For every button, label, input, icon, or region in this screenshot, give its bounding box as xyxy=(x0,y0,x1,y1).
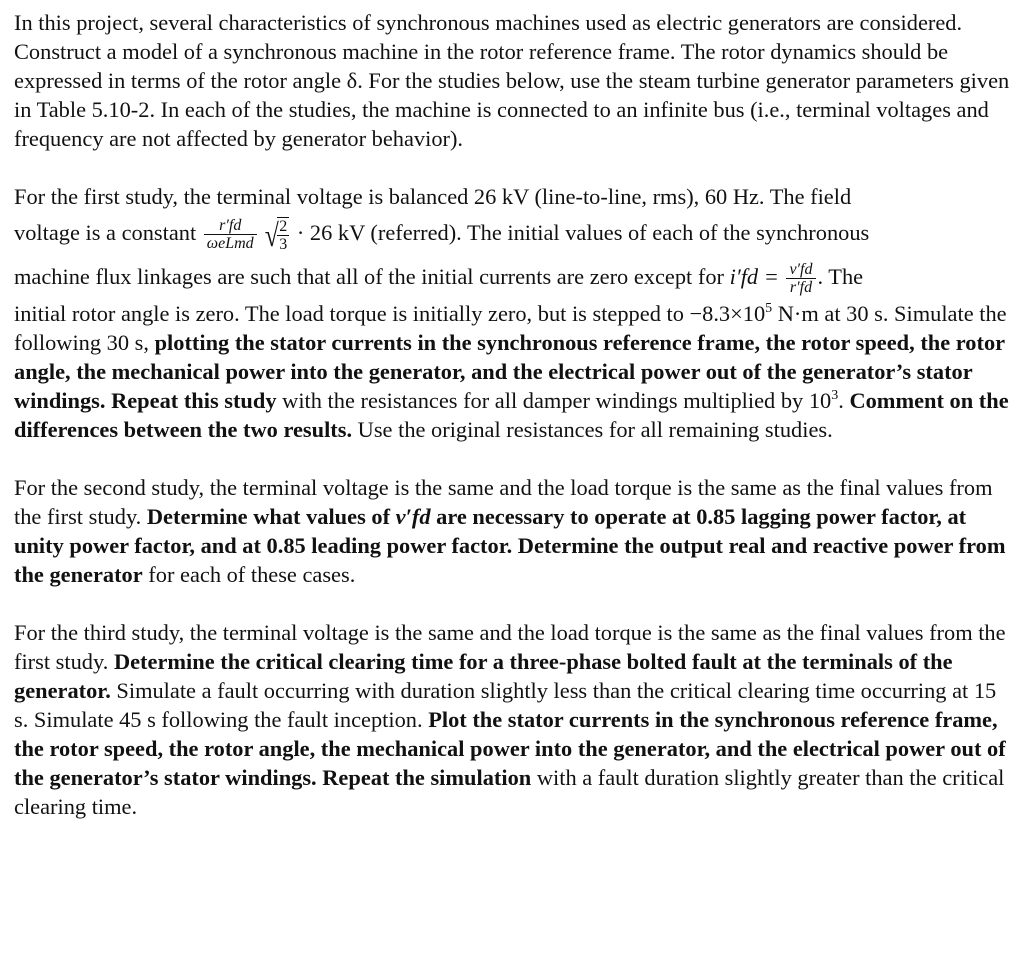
paragraph-third-study xyxy=(14,618,1010,821)
text-run: For the first study, the terminal voltage is balanced 26 kV (line-to-line, rms), 60 Hz. The field xyxy=(14,184,852,209)
radical-sign: √ xyxy=(264,216,279,253)
text-run: N·m at 30 s. Simulate the following 30 s, xyxy=(14,301,1007,355)
math-line xyxy=(14,261,864,297)
math-line xyxy=(14,216,870,253)
text-run: For the third study, the terminal voltage is the same and the load torque is the same as the final values from the first study. xyxy=(14,620,1006,674)
text-run: For the second study, the terminal voltage is the same and the load torque is the same as the final values from the first study. xyxy=(14,475,993,529)
text-run: with a fault duration slightly greater than the critical clearing time. xyxy=(14,765,1005,819)
text-run: · 26 kV (referred). The initial values of each of the synchronous xyxy=(296,220,870,245)
sqrt-numerator: 2 xyxy=(279,217,288,235)
paragraph-second-study xyxy=(14,473,1010,589)
paragraph-spacer xyxy=(14,444,1010,473)
sqrt-denominator: 3 xyxy=(279,235,288,253)
text-run: machine flux linkages are such that all of the initial currents are zero except for xyxy=(14,264,724,289)
bold-run: Comment on the differences between the two results. xyxy=(14,388,1009,442)
text-run: voltage is a constant xyxy=(14,220,197,245)
fraction-numerator: r′fd xyxy=(204,217,257,235)
bold-run: plotting the stator currents in the synchronous reference frame, the rotor speed, the rotor angle, the mechanical power into the generator, and the electrical power out of the generator’s stator windings. Repeat this study xyxy=(14,330,1005,413)
fraction-denominator: ωeLmd xyxy=(206,235,254,253)
bold-run: Determine what values of xyxy=(146,504,396,529)
paragraph-intro: In this project, several characteristics of synchronous machines used as electric generators are considered. Construct a model of a synchronous machine in the rotor reference frame. The rotor dynamics should be expressed in terms of the rotor angle δ. For the studies below, use the steam turbine generator parameters given in Table 5.10-2. In each of the studies, the machine is connected to an infinite bus (i.e., terminal voltages and frequency are not affected by generator behavior). xyxy=(14,10,1010,151)
fraction-numerator: v′fd xyxy=(786,261,815,279)
vfd-variable: v′fd xyxy=(395,504,431,529)
text-run: initial rotor angle is zero. The load torque is initially zero, but is stepped to −8.3×10 xyxy=(14,301,766,326)
text-run: Simulate a fault occurring with duration slightly less than the critical clearing time occurring at 15 s. Simulate 45 s following the fault inception. xyxy=(14,678,997,732)
text-run: . xyxy=(838,388,850,413)
paragraph-spacer xyxy=(14,589,1010,618)
text-run: for each of these cases. xyxy=(142,562,356,587)
bold-run: are necessary to operate at 0.85 lagging power factor, at unity power factor, and at 0.85 leading power factor. Determine the output real and reactive power from the generator xyxy=(14,504,1006,587)
fraction-rfd-over-weLmd xyxy=(204,217,257,252)
bold-run: Determine the critical clearing time for a three-phase bolted fault at the terminals of the generator. xyxy=(14,649,953,703)
superscript: 5 xyxy=(765,301,773,316)
paragraph-first-study xyxy=(14,182,1010,444)
bold-run: Plot the stator currents in the synchronous reference frame, the rotor speed, the rotor angle, the mechanical power into the generator, and the electrical power out of the generator’s stator windings. Repeat the simulation xyxy=(14,707,1006,790)
superscript: 3 xyxy=(831,388,839,403)
text-run: . The xyxy=(817,264,864,289)
paragraph-spacer xyxy=(14,153,1010,182)
text-run: with the resistances for all damper windings multiplied by 10 xyxy=(276,388,832,413)
sqrt-two-thirds xyxy=(263,217,290,253)
text-run: Use the original resistances for all remaining studies. xyxy=(352,417,833,442)
fraction-denominator: r′fd xyxy=(789,279,813,297)
fraction-vfd-over-rfd xyxy=(786,261,815,296)
ifd-expression: i′fd = xyxy=(729,264,779,289)
